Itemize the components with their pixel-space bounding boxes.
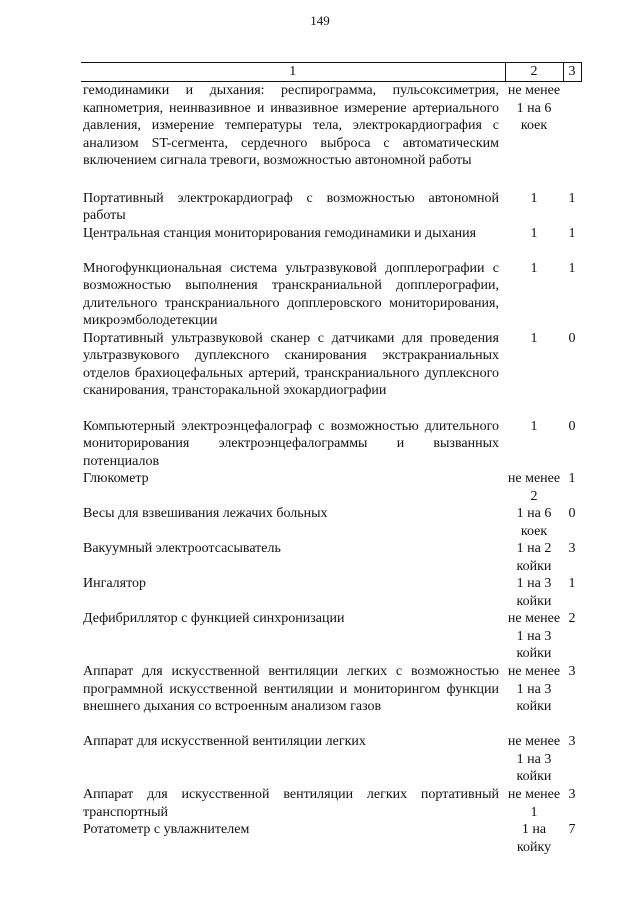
count-cell: 0: [568, 418, 576, 434]
equipment-name: гемодинамики и дыхания: респирограмма, пульсоксиметрия, капнометрия, неинвазивное и инвазивное измерение артериального давления, измерение температуры тела, электрокардиография с анализом ST-сегмента, сердечного выброса с автоматическим включением сигнала тревоги, возможностью автономной работы: [83, 83, 499, 168]
header-col-1: 1: [81, 63, 505, 82]
quantity-cell: не менее 1 на 6 коек: [507, 83, 561, 133]
quantity-cell: не менее 2: [507, 471, 561, 504]
count-cell: 1: [568, 260, 576, 276]
quantity-cell: 1 на 6 коек: [516, 506, 552, 539]
equipment-name: Центральная станция мониторирования гемодинамики и дыхания: [83, 225, 477, 241]
equipment-name: Аппарат для искусственной вентиляции легких портативный транспортный: [83, 787, 499, 820]
count-cell: 3: [568, 787, 576, 802]
equipment-name: Портативный ультразвуковой сканер с датчиками для проведения ультразвукового дуплексного сканирования экстракраниальных отделов брахиоцефальных артерий, транскраниального дуплексного сканирования, трансторакальной эхокардиографии: [83, 330, 499, 398]
table-row: [81, 786, 581, 821]
quantity-cell: 1: [530, 418, 538, 434]
count-cell: 1: [568, 225, 576, 241]
table-row: [81, 821, 581, 856]
header-row: [81, 63, 581, 82]
equipment-name: Портативный электрокардиограф с возможностью автономной работы: [83, 190, 499, 223]
page-number: 149: [310, 13, 330, 28]
header-col-2: 2: [505, 63, 563, 82]
quantity-cell: 1: [530, 225, 538, 241]
table-row: [81, 505, 581, 540]
table-body: [81, 82, 581, 857]
count-cell: 1: [568, 471, 576, 486]
quantity-cell: не менее 1: [507, 787, 561, 820]
quantity-cell: не менее 1 на 3 койки: [507, 734, 561, 784]
table-row: [81, 190, 581, 225]
equipment-name: Аппарат для искусственной вентиляции легких с возможностью программной искусственной вентиляции и мониторингом функции внешнего дыхания со встроенным анализом газов: [83, 664, 499, 714]
table-row: [81, 470, 581, 505]
equipment-name: Компьютерный электроэнцефалограф с возможностью длительного мониторирования электроэнцефалограммы и вызванных потенциалов: [83, 418, 499, 469]
quantity-cell: 1: [530, 190, 538, 206]
equipment-name: Ротатометр с увлажнителем: [83, 822, 250, 837]
table-row: [81, 663, 581, 733]
header-col-3: 3: [563, 63, 581, 82]
equipment-table: [81, 62, 582, 856]
table-row: [81, 225, 581, 260]
table-row: [81, 418, 581, 471]
count-cell: 3: [568, 664, 576, 679]
count-cell: 3: [568, 734, 576, 749]
table-row: [81, 82, 581, 190]
equipment-name: Вакуумный электроотсасыватель: [83, 541, 281, 556]
count-cell: 3: [568, 541, 576, 556]
equipment-name: Глюкометр: [83, 471, 149, 486]
table-row: [81, 610, 581, 663]
table-row: [81, 575, 581, 610]
table-row: [81, 260, 581, 330]
table-row: [81, 330, 581, 418]
table-row: [81, 540, 581, 575]
quantity-cell: 1 на 3 койки: [516, 576, 552, 609]
count-cell: 1: [568, 576, 576, 591]
quantity-cell: 1 на 2 койки: [516, 541, 552, 574]
quantity-cell: не менее 1 на 3 койки: [507, 611, 561, 661]
equipment-name: Весы для взвешивания лежачих больных: [83, 506, 328, 521]
table-row: [81, 733, 581, 786]
count-cell: 7: [568, 822, 576, 837]
equipment-name: Ингалятор: [83, 576, 147, 591]
count-cell: 2: [568, 611, 576, 626]
table-header: [81, 63, 581, 82]
equipment-name: Аппарат для искусственной вентиляции легких: [83, 734, 366, 749]
quantity-cell: 1 на койку: [516, 822, 552, 855]
quantity-cell: 1: [530, 330, 538, 346]
count-cell: [563, 82, 581, 190]
count-cell: 1: [568, 190, 576, 206]
equipment-name: Многофункциональная система ультразвуковой допплерографии с возможностью выполнения транскраниальной допплерографии, длительного транскраниального допплеровского мониторирования, микроэмболодетекции: [83, 260, 499, 328]
count-cell: 0: [568, 330, 576, 346]
quantity-cell: не менее 1 на 3 койки: [507, 664, 561, 714]
count-cell: 0: [568, 506, 576, 521]
quantity-cell: 1: [530, 260, 538, 276]
equipment-name: Дефибриллятор с функцией синхронизации: [83, 611, 345, 626]
